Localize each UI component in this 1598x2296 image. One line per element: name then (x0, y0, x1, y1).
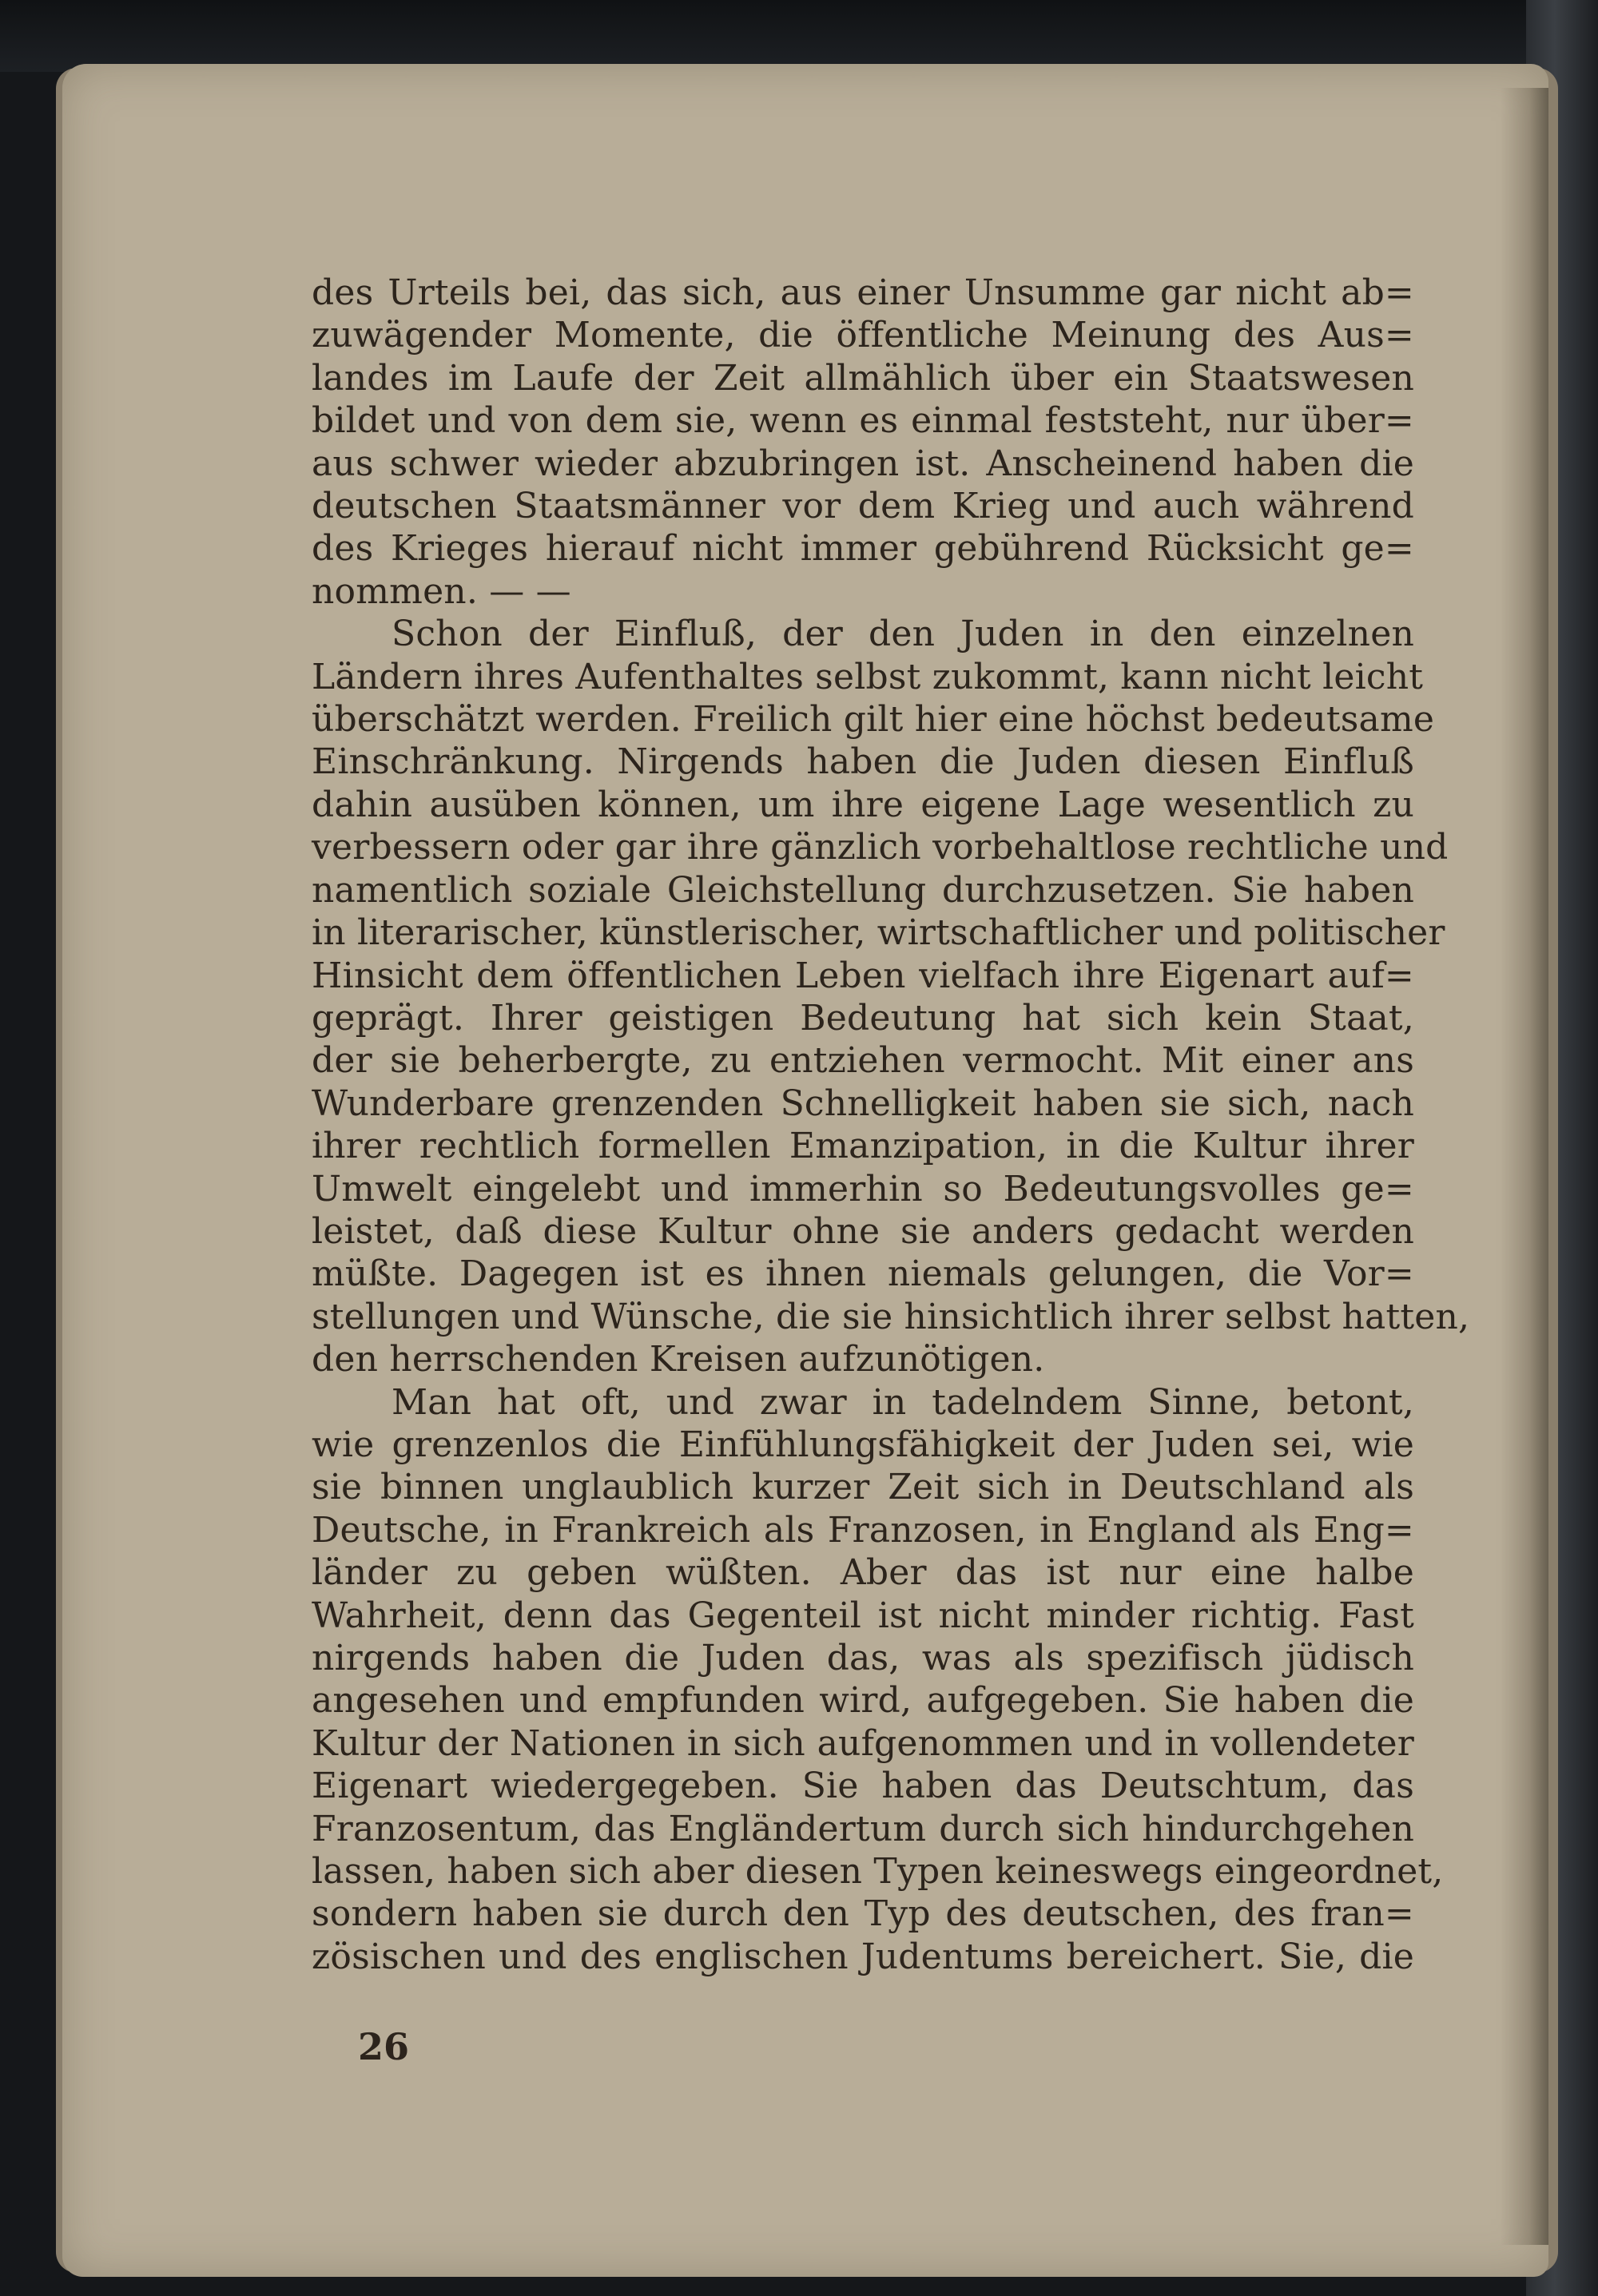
paragraph-2 (312, 613, 1470, 1380)
text-line: des Krieges hierauf nicht immer gebührend Rücksicht ge= (312, 528, 1414, 570)
text-line: sie binnen unglaublich kurzer Zeit sich in Deutschland als (312, 1467, 1414, 1508)
text-line: Wahrheit, denn das Gegenteil ist nicht minder richtig. Fast (312, 1595, 1414, 1636)
scan-background-top (0, 0, 1598, 72)
text-line: des Urteils bei, das sich, aus einer Unsumme gar nicht ab= (312, 272, 1414, 313)
text-line: Schon der Einfluß, der den Juden in den einzelnen (392, 614, 1414, 655)
text-line: Hinsicht dem öffentlichen Leben vielfach ihre Eigenart auf= (312, 955, 1414, 996)
text-line: dahin ausüben können, um ihre eigene Lage wesentlich zu (312, 784, 1414, 825)
text-line: zuwägender Momente, die öffentliche Meinung des Aus= (312, 315, 1414, 356)
text-line: leistet, daß diese Kultur ohne sie anders gedacht werden (312, 1210, 1414, 1252)
text-line: wie grenzenlos die Einfühlungsfähigkeit der Juden sei, wie (312, 1424, 1414, 1465)
page-number: 26 (358, 2025, 410, 2068)
paragraph-1 (312, 272, 1414, 613)
text-line: zösischen und des englischen Judentums bereichert. Sie, die (312, 1936, 1414, 1977)
text-line: deutschen Staatsmänner vor dem Krieg und auch während (312, 486, 1414, 527)
text-line: geprägt. Ihrer geistigen Bedeutung hat sich kein Staat, (312, 997, 1414, 1039)
text-line: überschätzt werden. Freilich gilt hier eine höchst bedeutsame (312, 699, 1435, 741)
text-line: müßte. Dagegen ist es ihnen niemals gelungen, die Vor= (312, 1253, 1414, 1295)
text-line: sondern haben sie durch den Typ des deutschen, des fran= (312, 1893, 1414, 1935)
text-line: Franzosentum, das Engländertum durch sich hindurchgehen (312, 1808, 1414, 1849)
text-line: lassen, haben sich aber diesen Typen keineswegs eingeordnet, (312, 1851, 1444, 1893)
text-line: in literarischer, künstlerischer, wirtschaftlicher und politischer (312, 912, 1445, 954)
paragraph-3 (312, 1381, 1444, 1979)
text-line: der sie beherbergte, zu entziehen vermocht. Mit einer ans (312, 1040, 1414, 1082)
text-line: Deutsche, in Frankreich als Franzosen, in England als Eng= (312, 1509, 1414, 1551)
text-line: den herrschenden Kreisen aufzunötigen. (312, 1339, 1045, 1380)
text-line: landes im Laufe der Zeit allmählich über ein Staatswesen (312, 357, 1414, 399)
text-line: namentlich soziale Gleichstellung durchzusetzen. Sie haben (312, 869, 1414, 911)
text-line: nommen. — — (312, 570, 571, 612)
text-line: ihrer rechtlich formellen Emanzipation, in die Kultur ihrer (312, 1126, 1414, 1167)
body-text (312, 272, 1470, 1978)
text-line: Wunderbare grenzenden Schnelligkeit haben sie sich, nach (312, 1082, 1414, 1124)
text-line: verbessern oder gar ihre gänzlich vorbehaltlose rechtliche und (312, 827, 1449, 868)
text-line: angesehen und empfunden wird, aufgegeben. Sie haben die (312, 1680, 1414, 1722)
text-line: Ländern ihres Aufenthaltes selbst zukommt, kann nicht leicht (312, 656, 1424, 697)
text-line: länder zu geben wüßten. Aber das ist nur eine halbe (312, 1552, 1414, 1594)
text-line: aus schwer wieder abzubringen ist. Anscheinend haben die (312, 443, 1414, 484)
text-line: Einschränkung. Nirgends haben die Juden diesen Einfluß (312, 741, 1414, 783)
text-line: nirgends haben die Juden das, was als spezifisch jüdisch (312, 1638, 1414, 1678)
text-line: Eigenart wiedergegeben. Sie haben das Deutschtum, das (312, 1766, 1414, 1807)
text-line: Umwelt eingelebt und immerhin so Bedeutungsvolles ge= (312, 1168, 1414, 1210)
page-edge-shading (1501, 88, 1548, 2245)
text-line: bildet und von dem sie, wenn es einmal feststeht, nur über= (312, 400, 1414, 442)
text-line: stellungen und Wünsche, die sie hinsichtlich ihrer selbst hatten, (312, 1296, 1470, 1337)
text-line: Kultur der Nationen in sich aufgenommen und in vollendeter (312, 1722, 1414, 1764)
text-line: Man hat oft, und zwar in tadelndem Sinne, betont, (392, 1381, 1414, 1423)
